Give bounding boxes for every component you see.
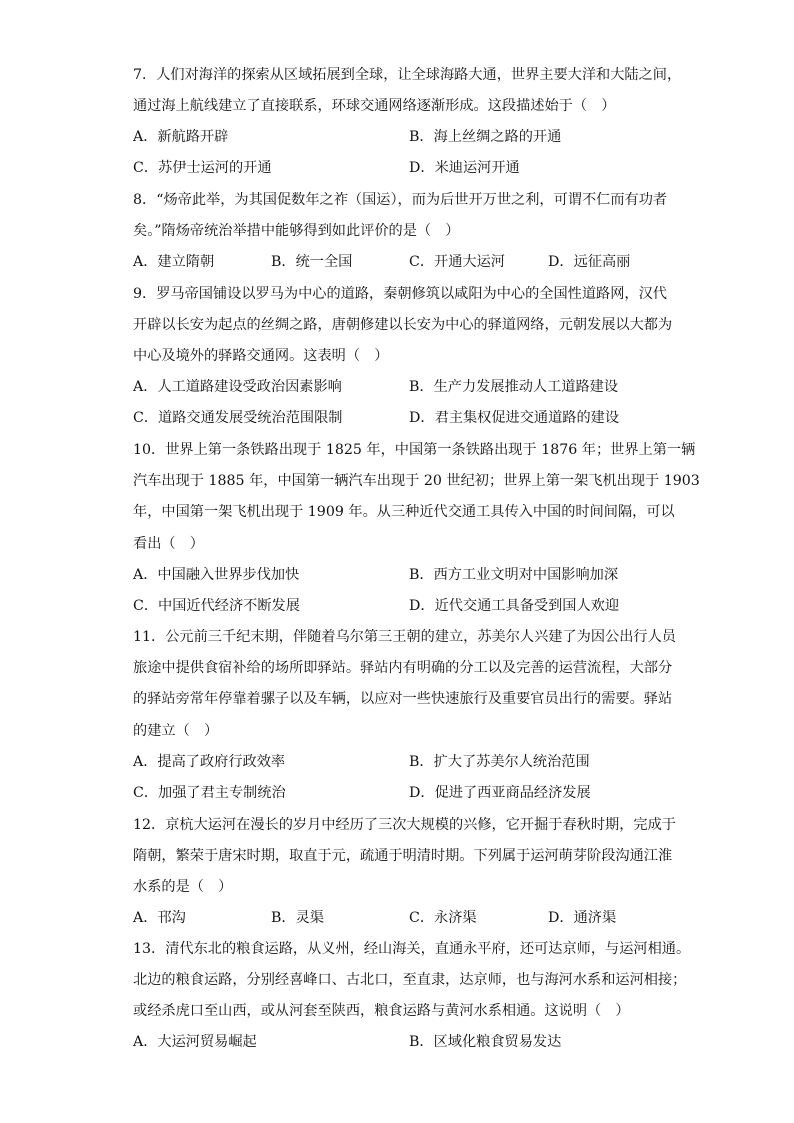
question-9-line-1: 9．罗马帝国铺设以罗马为中心的道路，秦朝修筑以咸阳为中心的全国性道路网，汉代 xyxy=(133,286,667,302)
question-7-line-2: 通过海上航线建立了直接联系，环球交通网络逐渐形成。这段描述始于（ ） xyxy=(133,98,616,115)
option-b[interactable]: B．统一全国 xyxy=(271,254,353,270)
option-b[interactable]: B．生产力发展推动人工道路建设 xyxy=(409,379,619,395)
question-11-line-3: 的驿站旁常年停靠着骡子以及车辆，以应对一些快速旅行及重要官员出行的需要。驿站 xyxy=(133,691,673,708)
option-a[interactable]: A．新航路开辟 xyxy=(133,129,229,145)
question-7-options-row-2 xyxy=(133,153,661,184)
question-11 xyxy=(133,622,676,747)
question-9-options-row-2 xyxy=(133,403,661,434)
option-d[interactable]: D．促进了西亚商品经济发展 xyxy=(409,785,591,801)
question-12-line-3: 水系的是（ ） xyxy=(133,879,233,896)
option-a[interactable]: A．提高了政府行政效率 xyxy=(133,754,286,770)
question-11-line-1: 11．公元前三千纪末期，伴随着乌尔第三王朝的建立，苏美尔人兴建了为因公出行人员 xyxy=(133,629,676,645)
question-12-line-1: 12．京杭大运河在漫长的岁月中经历了三次大规模的兴修，它开掘于春秋时期，完成于 xyxy=(133,817,676,833)
question-8-options-row-1 xyxy=(133,247,661,278)
question-13-line-1: 13．清代东北的粮食运路，从义州，经山海关，直通永平府，还可达京师，与运河相通。 xyxy=(133,941,691,957)
question-9-line-3: 中心及境外的驿路交通网。这表明（ ） xyxy=(133,348,389,365)
question-13 xyxy=(133,934,691,1028)
question-10-line-1: 10．世界上第一条铁路出现于 1825 年，中国第一条铁路出现于 1876 年；世界上第一辆 xyxy=(133,442,696,458)
option-b[interactable]: B．区域化粮食贸易发达 xyxy=(409,1034,562,1050)
option-a[interactable]: A．人工道路建设受政治因素影响 xyxy=(133,379,342,395)
option-d[interactable]: D．米迪运河开通 xyxy=(409,160,520,176)
question-10-line-2: 汽车出现于 1885 年，中国第一辆汽车出现于 20 世纪初；世界上第一架飞机出现于 1903 xyxy=(133,473,700,490)
question-11-line-4: 的建立（ ） xyxy=(133,722,219,739)
question-10 xyxy=(133,435,700,560)
option-c[interactable]: C．永济渠 xyxy=(409,910,477,926)
question-8-line-1: 8．“炀帝此举，为其国促数年之祚（国运），而为后世开万世之利，可谓不仁而有功者 xyxy=(133,192,668,208)
question-9-options-row-1 xyxy=(133,372,661,403)
option-d[interactable]: D．近代交通工具备受到国人欢迎 xyxy=(409,598,620,614)
question-12-options-row-1 xyxy=(133,903,661,934)
option-a[interactable]: A．邗沟 xyxy=(133,910,186,926)
option-a[interactable]: A．中国融入世界步伐加快 xyxy=(133,567,300,583)
question-13-line-3: 或经杀虎口至山西，或从河套至陕西，粮食运路与黄河水系相通。这说明（ ） xyxy=(133,1003,630,1020)
option-b[interactable]: B．西方工业文明对中国影响加深 xyxy=(409,567,619,583)
question-12 xyxy=(133,810,676,904)
option-c[interactable]: C．中国近代经济不断发展 xyxy=(133,598,300,614)
question-9 xyxy=(133,279,673,373)
question-12-line-2: 隋朝，繁荣于唐宋时期，取直于元，疏通于明清时期。下列属于运河萌芽阶段沟通江淮 xyxy=(133,848,673,865)
option-b[interactable]: B．灵渠 xyxy=(271,910,324,926)
option-c[interactable]: C．苏伊士运河的开通 xyxy=(133,160,272,176)
question-13-line-2: 北边的粮食运路，分别经喜峰口、古北口，至直隶，达京师，也与海河水系和运河相接； xyxy=(133,972,687,989)
question-7-options-row-1 xyxy=(133,122,661,153)
question-11-options-row-2 xyxy=(133,778,661,809)
question-10-line-4: 看出（ ） xyxy=(133,535,204,552)
question-7-line-1: 7．人们对海洋的探索从区域拓展到全球，让全球海路大通，世界主要大洋和大陆之间， xyxy=(133,67,682,83)
question-11-options-row-1 xyxy=(133,747,661,778)
question-8-line-2: 矣。”隋炀帝统治举措中能够得到如此评价的是（ ） xyxy=(133,223,460,240)
option-c[interactable]: C．开通大运河 xyxy=(409,254,505,270)
option-d[interactable]: D．通济渠 xyxy=(548,910,617,926)
question-9-line-2: 开辟以长安为起点的丝绸之路，唐朝修建以长安为中心的驿道网络，元朝发展以大都为 xyxy=(133,317,673,334)
question-13-options-row-1 xyxy=(133,1027,661,1058)
option-b[interactable]: B．海上丝绸之路的开通 xyxy=(409,129,562,145)
question-10-options-row-2 xyxy=(133,591,661,622)
question-7 xyxy=(133,60,682,122)
question-10-options-row-1 xyxy=(133,560,661,591)
option-c[interactable]: C．道路交通发展受统治范围限制 xyxy=(133,410,343,426)
option-d[interactable]: D．君主集权促进交通道路的建设 xyxy=(409,410,620,426)
question-8 xyxy=(133,185,668,247)
option-a[interactable]: A．大运河贸易崛起 xyxy=(133,1034,257,1050)
option-d[interactable]: D．远征高丽 xyxy=(548,254,631,270)
question-10-line-3: 年，中国第一架飞机出现于 1909 年。从三种近代交通工具传入中国的时间间隔，可以 xyxy=(133,504,675,521)
option-c[interactable]: C．加强了君主专制统治 xyxy=(133,785,286,801)
question-11-line-2: 旅途中提供食宿补给的场所即驿站。驿站内有明确的分工以及完善的运营流程，大部分 xyxy=(133,660,673,677)
option-b[interactable]: B．扩大了苏美尔人统治范围 xyxy=(409,754,590,770)
option-a[interactable]: A．建立隋朝 xyxy=(133,254,215,270)
